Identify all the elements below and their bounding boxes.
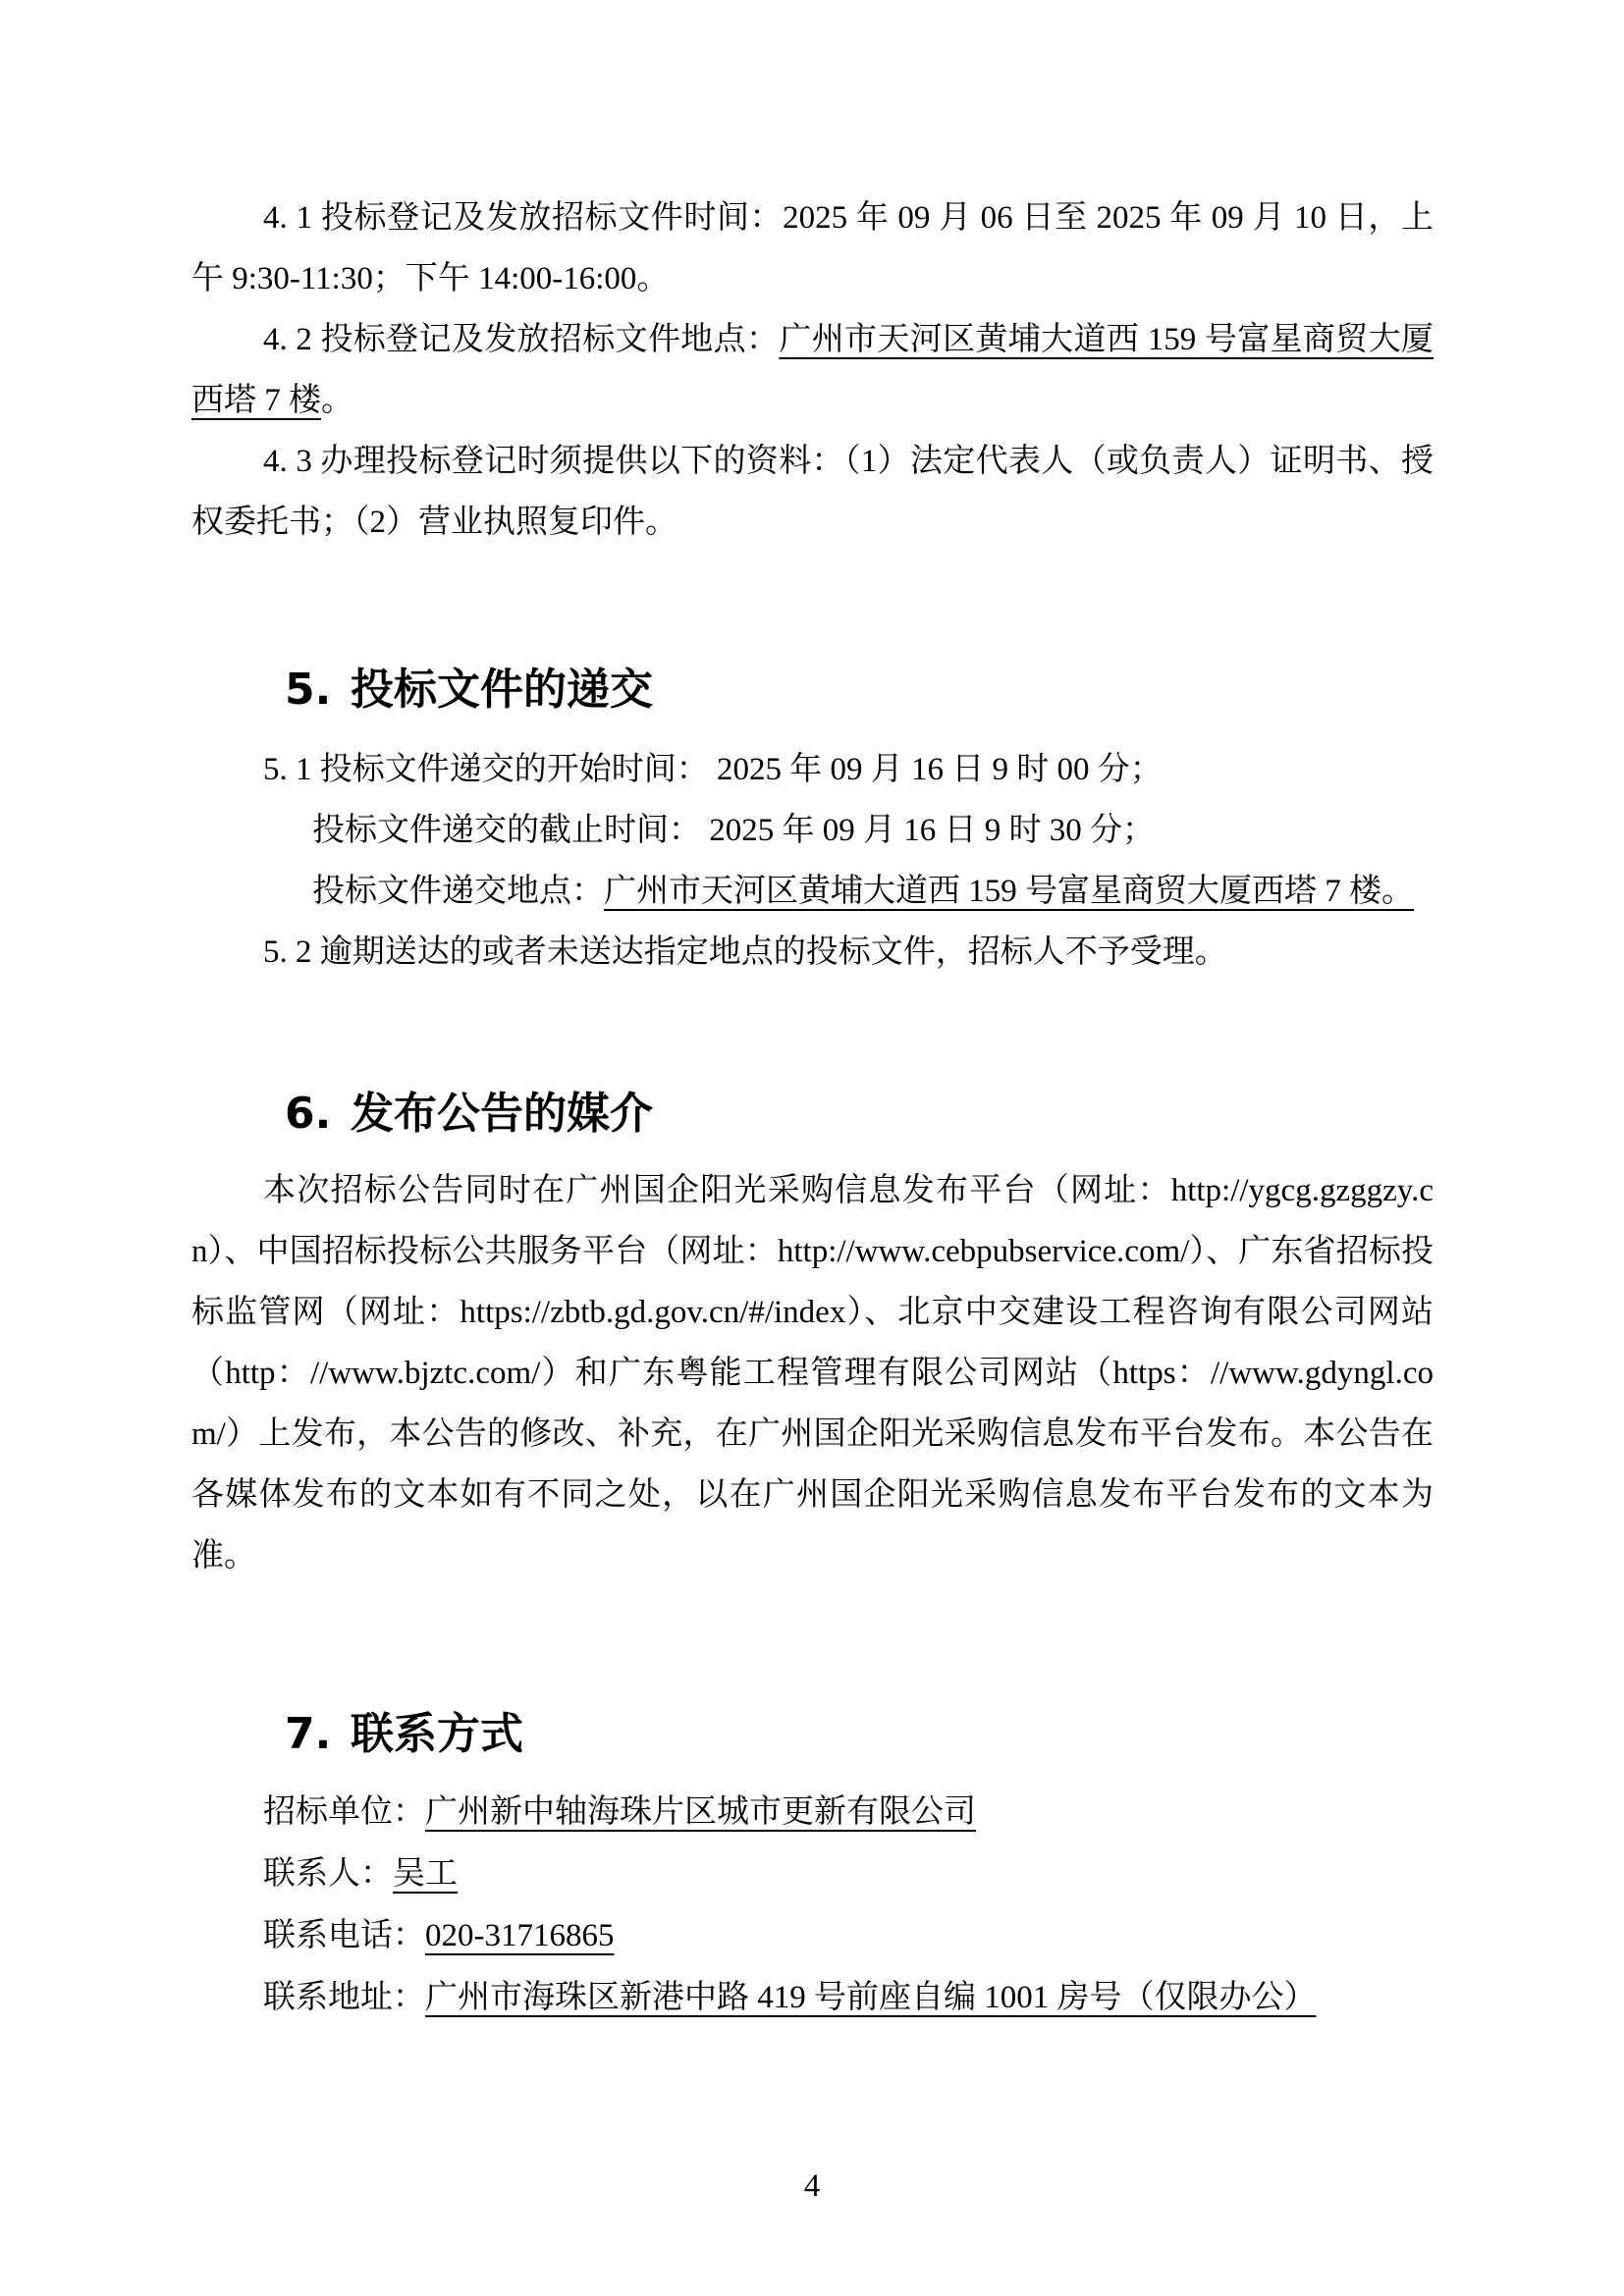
contact-value-underlined: 广州市海珠区新港中路 419 号前座自编 1001 房号（仅限办公） — [425, 1980, 1317, 2015]
section-6-heading-number: 6. — [285, 1089, 332, 1139]
announcement-media-paragraph: 本次招标公告同时在广州国企阳光采购信息发布平台（网址：http://ygcg.gzggzy.cn）、中国招标投标公共服务平台（网址：http://www.cebpubservice.com/）、广东省招标投标监管网（网址：https://zbtb.gd.gov.cn/#/index）、北京中交建设工程咨询有限公司网站（http：//www.bjztc.com/）和广东粤能工程管理有限公司网站（https：//www.gdyngl.com/）上发布，本公告的修改、补充，在广州国企阳光采购信息发布平台发布。本公告在各媒体发布的文本如有不同之处，以在广州国企阳光采购信息发布平台发布的文本为准。 — [191, 1173, 1434, 1574]
section-5-heading-number: 5. — [285, 665, 332, 715]
section-7-heading-title: 联系方式 — [351, 1709, 523, 1759]
submission-place-label: 投标文件递交地点： — [312, 874, 604, 909]
submission-place-address-underlined: 广州市天河区黄埔大道西 159 号富星商贸大厦西塔 7 楼。 — [604, 874, 1414, 909]
page-content — [191, 187, 1434, 2029]
contact-value-underlined: 广州新中轴海珠片区城市更新有限公司 — [425, 1794, 976, 1830]
section-7-heading-number: 7. — [285, 1709, 332, 1759]
contact-row-tenderer — [191, 1782, 1434, 1843]
submission-place-line — [191, 861, 1434, 922]
contact-row-phone — [191, 1905, 1434, 1967]
contact-row-person — [191, 1843, 1434, 1905]
contact-label: 联系电话： — [263, 1918, 425, 1953]
paragraph-4-2-period: 。 — [321, 383, 353, 418]
section-7-heading — [191, 1704, 1434, 1765]
paragraph-4-3: 4. 3 办理投标登记时须提供以下的资料：（1）法定代表人（或负责人）证明书、授权委托书；（2）营业执照复印件。 — [191, 444, 1434, 540]
contact-value-underlined: 020-31716865 — [425, 1918, 615, 1953]
submission-deadline-line: 投标文件递交的截止时间： 2025 年 09 月 16 日 9 时 30 分； — [312, 813, 1155, 848]
section-5-heading-title: 投标文件的递交 — [351, 665, 653, 715]
contact-value-underlined: 吴工 — [393, 1856, 458, 1892]
contact-block — [191, 1782, 1434, 2029]
paragraph-4-2-label: 4. 2 投标登记及发放招标文件地点： — [263, 322, 780, 357]
paragraph-4-2-address-underlined: 广州市天河区黄埔大道西 159 号富星商贸大厦西塔 7 楼 — [191, 322, 1435, 418]
section-5-heading — [191, 660, 1434, 721]
contact-label: 联系地址： — [263, 1980, 425, 2015]
section-6-heading — [191, 1084, 1434, 1145]
submission-start-time-line: 5. 1 投标文件递交的开始时间： 2025 年 09 月 16 日 9 时 00 分； — [263, 752, 1163, 787]
contact-label: 招标单位： — [263, 1794, 425, 1830]
section-6-heading-title: 发布公告的媒介 — [351, 1089, 653, 1139]
paragraph-4-2 — [191, 309, 1434, 431]
page-number-footer: 4 — [803, 2168, 821, 2204]
contact-row-address — [191, 1967, 1434, 2029]
late-delivery-line: 5. 2 逾期送达的或者未送达指定地点的投标文件，招标人不予受理。 — [263, 934, 1227, 970]
paragraph-4-1: 4. 1 投标登记及发放招标文件时间：2025 年 09 月 06 日至 2025 年 09 月 10 日，上午 9:30-11:30；下午 14:00-16:00。 — [191, 200, 1434, 296]
contact-label: 联系人： — [263, 1856, 393, 1892]
